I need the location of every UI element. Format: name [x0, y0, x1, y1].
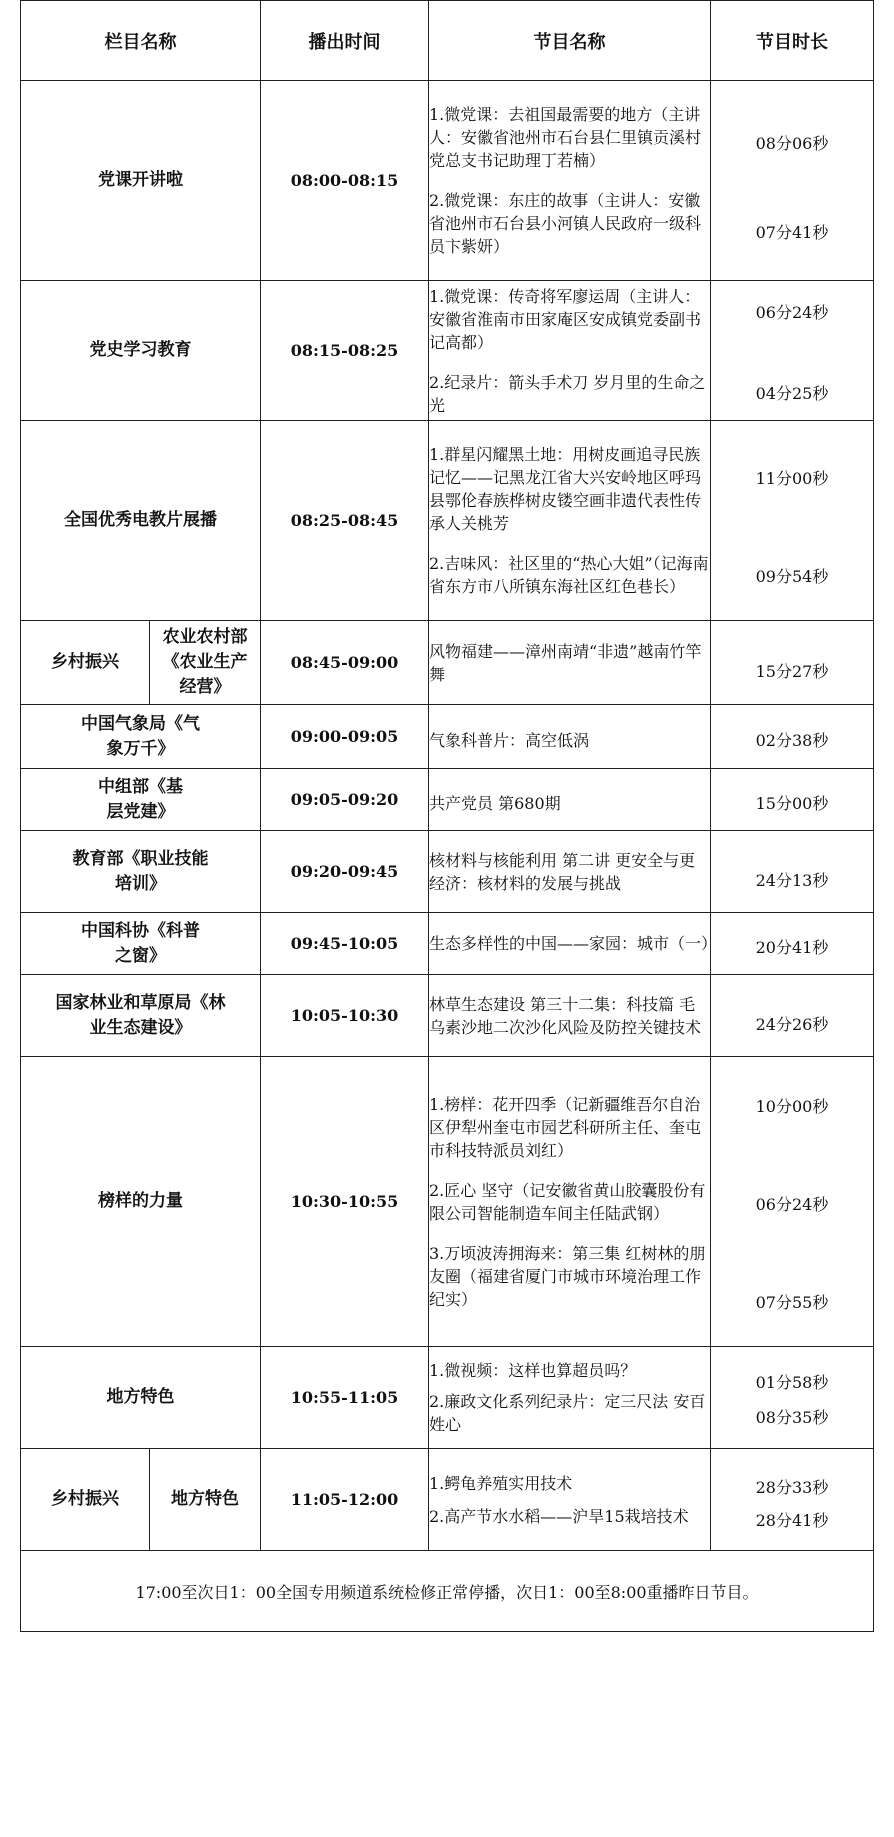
- program-title: 共产党员 第680期: [429, 794, 561, 813]
- program-cell: [429, 975, 711, 1057]
- duration-cell: [711, 975, 874, 1057]
- air-time: 08:00-08:15: [261, 81, 429, 281]
- program-title: 1.微视频：这样也算超员吗？: [429, 1361, 637, 1380]
- program-title: 1.鳄龟养殖实用技术: [429, 1473, 573, 1493]
- air-time: 10:55-11:05: [261, 1347, 429, 1449]
- duration-cell: [711, 831, 874, 913]
- duration-cell: [711, 769, 874, 831]
- program-duration: 06分24秒: [755, 303, 829, 322]
- schedule-note: 17:00至次日1：00全国专用频道系统检修正常停播，次日1：00至8:00重播昨日节目。: [21, 1551, 874, 1632]
- air-time: 08:45-09:00: [261, 621, 429, 705]
- program-duration: 28分33秒: [755, 1477, 829, 1497]
- header-row: [21, 1, 874, 81]
- table-row: [21, 1449, 874, 1551]
- table-row: [21, 81, 874, 281]
- program-cell: [429, 769, 711, 831]
- program-cell: [429, 81, 711, 281]
- program-duration: 10分00秒: [755, 1096, 829, 1116]
- program-duration: 02分38秒: [755, 731, 829, 750]
- duration-cell: [711, 81, 874, 281]
- program-duration: 09分54秒: [755, 567, 829, 586]
- section-name: 榜样的力量: [21, 1057, 261, 1347]
- header-section: 栏目名称: [21, 1, 261, 81]
- program-title: 2.匠心 坚守（记安徽省黄山胶囊股份有限公司智能制造车间主任陆武钢）: [429, 1180, 706, 1223]
- program-duration: 20分41秒: [755, 938, 829, 957]
- section-name: 全国优秀电教片展播: [21, 421, 261, 621]
- program-title: 3.万顷波涛拥海来：第三集 红树林的朋友圈（福建省厦门市城市环境治理工作纪实）: [429, 1243, 706, 1309]
- program-cell: [429, 705, 711, 769]
- program-title: 2.吉味风：社区里的“热心大姐”（记海南省东方市八所镇东海社区红色巷长）: [429, 554, 709, 596]
- program-title: 林草生态建设 第三十二集：科技篇 毛乌素沙地二次沙化风险及防控关键技术: [429, 994, 702, 1037]
- program-cell: [429, 913, 718, 975]
- section-name: 中组部《基层党建》: [21, 769, 261, 831]
- air-time: 09:20-09:45: [261, 831, 429, 913]
- schedule-page: [20, 0, 873, 1632]
- section-name: 乡村振兴: [21, 621, 150, 705]
- program-title: 2.微党课：东庄的故事（主讲人：安徽省池州市石台县小河镇人民政府一级科员卞紫妍）: [429, 191, 702, 256]
- table-row: [21, 831, 874, 913]
- program-title: 1.群星闪耀黑土地：用树皮画追寻民族记忆——记黑龙江省大兴安岭地区呼玛县鄂伦春族桦树皮镂空画非遗代表性传承人关桃芳: [429, 445, 702, 533]
- program-duration: 06分24秒: [755, 1194, 829, 1214]
- header-program: 节目名称: [429, 1, 711, 81]
- air-time: 09:45-10:05: [261, 913, 429, 975]
- footer-row: [21, 1551, 874, 1632]
- program-title: 核材料与核能利用 第二讲 更安全与更经济：核材料的发展与挑战: [429, 850, 696, 893]
- subsection-name: 地方特色: [150, 1449, 261, 1551]
- program-cell: [429, 421, 711, 621]
- table-row: [21, 975, 874, 1057]
- header-time: 播出时间: [261, 1, 429, 81]
- header-duration: 节目时长: [711, 1, 874, 81]
- duration-cell: [711, 421, 874, 621]
- table-row: [21, 1347, 874, 1449]
- program-title: 风物福建——漳州南靖“非遗”越南竹竿舞: [429, 641, 702, 684]
- duration-cell: [711, 281, 874, 421]
- program-duration: 15分27秒: [755, 662, 829, 681]
- air-time: 08:15-08:25: [261, 281, 429, 421]
- program-duration: 08分35秒: [755, 1408, 829, 1427]
- section-name: 教育部《职业技能培训》: [21, 831, 261, 913]
- program-duration: 04分25秒: [755, 384, 829, 403]
- program-duration: 24分26秒: [755, 1015, 829, 1034]
- duration-cell: [711, 621, 874, 705]
- program-duration: 01分58秒: [755, 1373, 829, 1392]
- section-name: 中国科协《科普之窗》: [21, 913, 261, 975]
- program-cell: [429, 1347, 711, 1449]
- section-name: 乡村振兴: [21, 1449, 150, 1551]
- program-title: 1.微党课：传奇将军廖运周（主讲人：安徽省淮南市田家庵区安成镇党委副书记高都）: [429, 286, 702, 352]
- program-duration: 11分00秒: [755, 469, 829, 488]
- table-row: [21, 621, 874, 705]
- program-title: 2.纪录片：箭头手术刀 岁月里的生命之光: [429, 372, 706, 415]
- program-duration: 08分06秒: [755, 133, 829, 153]
- duration-cell: [711, 1347, 874, 1449]
- table-row: [21, 281, 874, 421]
- program-title: 1.榜样：花开四季（记新疆维吾尔自治区伊犁州奎屯市园艺科研所主任、奎屯市科技特派员刘红）: [429, 1094, 702, 1160]
- program-title: 1.微党课：去祖国最需要的地方（主讲人：安徽省池州市石台县仁里镇贡溪村党总支书记助理丁若楠）: [429, 105, 702, 170]
- duration-cell: [711, 1057, 874, 1347]
- section-name: 中国气象局《气象万千》: [21, 705, 261, 769]
- table-row: [21, 913, 874, 975]
- program-cell: [429, 1057, 711, 1347]
- program-cell: [429, 831, 711, 913]
- table-row: [21, 421, 874, 621]
- air-time: 08:25-08:45: [261, 421, 429, 621]
- table-row: [21, 769, 874, 831]
- program-title: 气象科普片：高空低涡: [429, 731, 590, 750]
- air-time: 10:30-10:55: [261, 1057, 429, 1347]
- section-name: 地方特色: [21, 1347, 261, 1449]
- section-name: 国家林业和草原局《林业生态建设》: [21, 975, 261, 1057]
- program-title: 生态多样性的中国——家园：城市（一）: [429, 934, 718, 953]
- duration-cell: [711, 1449, 874, 1551]
- air-time: 10:05-10:30: [261, 975, 429, 1057]
- table-row: [21, 705, 874, 769]
- program-cell: [429, 281, 711, 421]
- air-time: 11:05-12:00: [261, 1449, 429, 1551]
- section-name: 党史学习教育: [21, 281, 261, 421]
- program-duration: 24分13秒: [755, 871, 829, 890]
- program-duration: 07分41秒: [755, 222, 829, 242]
- program-duration: 28分41秒: [755, 1510, 829, 1530]
- duration-cell: [711, 705, 874, 769]
- table-row: [21, 1057, 874, 1347]
- subsection-name: 农业农村部《农业生产经营》: [150, 621, 261, 705]
- section-name: 党课开讲啦: [21, 81, 261, 281]
- program-title: 2.廉政文化系列纪录片：定三尺法 安百姓心: [429, 1392, 706, 1434]
- program-duration: 07分55秒: [755, 1292, 829, 1312]
- program-title: 2.高产节水水稻——沪旱15栽培技术: [429, 1506, 689, 1526]
- duration-cell: [711, 913, 874, 975]
- program-cell: [429, 621, 711, 705]
- program-schedule-table: [20, 0, 874, 1632]
- program-duration: 15分00秒: [755, 794, 829, 813]
- air-time: 09:05-09:20: [261, 769, 429, 831]
- air-time: 09:00-09:05: [261, 705, 429, 769]
- program-cell: [429, 1449, 711, 1551]
